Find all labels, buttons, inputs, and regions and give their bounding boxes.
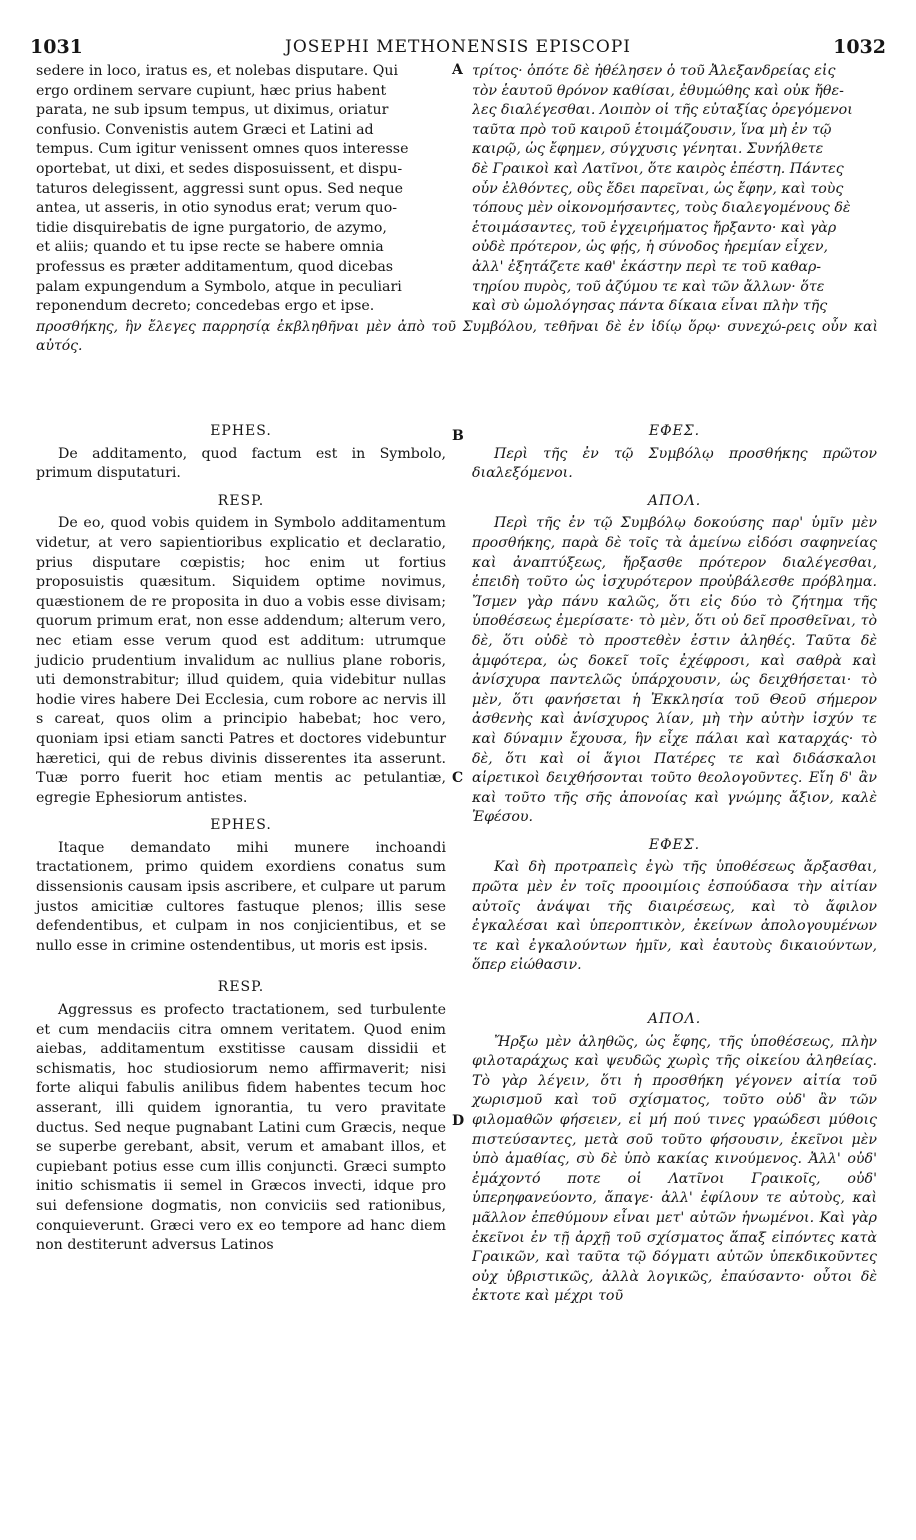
greek-line: τὸν ἑαυτοῦ θρόνον καθίσαι, ἐθυμώθης καὶ οὐκ ἤθε- (472, 82, 844, 99)
latin-line: parata, ne sub ipsum tempus, ut diximus, oriatur (36, 102, 389, 119)
section-heading: RESP. (217, 979, 265, 996)
greek-line: οὖν ἐλθόντες, οὓς ἔδει παρεῖναι, ὡς ἔφην, καὶ τοὺς (472, 180, 844, 197)
paragraph: Itaque demandato mihi munere inchoandi tractationem, primo quidem exordiens conatus sum dissensionis causam ipsis ascribere, et culpare ut parum justos amicitiæ cultores fastuque plenos; illis sese defendentibus, et culpam in nos conjicientibus, et se nullo esse in crimine ostendentibus, ut moris est ipsis. (36, 839, 446, 954)
margin-marker-d: D (452, 1113, 465, 1129)
section-heading: EPHES. (210, 423, 272, 439)
latin-line: tempus. Cum igitur venissent omnes quos interesse (36, 141, 409, 158)
paragraph: Περὶ τῆς ἐν τῷ Συμβόλῳ προσθήκης πρῶτον διαλεξόμενοι. (472, 445, 877, 482)
latin-intro (36, 62, 446, 317)
latin-line: palam expungendum a Symbolo, atque in peculiari (36, 278, 402, 295)
greek-line: λες διαλέγεσθαι. Λοιπὸν οἱ τῆς εὐταξίας ὀρεγόμενοι (472, 102, 853, 119)
greek-full-width-line: προσθήκης, ἣν ἔλεγες παρρησίᾳ ἐκβληθῆναι μὲν ἀπὸ τοῦ Συμβόλου, τεθῆναι δὲ ἐν ἰδίῳ ὅρῳ· συνεχώ-ρεις οὖν καὶ αὐτός. (36, 319, 878, 354)
section-heading: ΑΠΟΛ. (647, 1011, 702, 1028)
latin-line: reponendum decreto; concedebas ergo et ipse. (36, 298, 375, 315)
latin-line: tidie disquirebatis de igne purgatorio, de azymo, (36, 219, 387, 236)
greek-line: ἑτοιμάσαντες, τοῦ ἐγχειρήματος ἤρξαντο· καὶ γὰρ (472, 219, 837, 236)
latin-line: confusio. Convenistis autem Græci et Latini ad (36, 121, 374, 138)
paragraph: Ἤρξω μὲν ἀληθῶς, ὡς ἔφης, τῆς ὑποθέσεως, πλὴν φιλοταράχως καὶ ψευδῶς χωρὶς τῆς οἰκείου ἀληθείας. Τὸ γὰρ λέγειν, ὅτι ἡ προσθήκη γέγονεν αἰτία τοῦ χωρισμοῦ καὶ τοῦ σχίσματος, τοῦτο οὐδ' ἂν τῶν φιλομαθῶν φήσειεν, εἰ μή πού τινες γραώδεσι μύθοις πιστεύσαντες, μετὰ σοῦ τοῦτο φήσουσιν, ἐκεῖνοι μὲν ὑπὸ ἀμαθίας, σὺ δὲ ὑπὸ κακίας κινούμενος. Ἀλλ' οὐδ' ἐμάχοντό ποτε οἱ Λατῖνοι Γραικοῖς, οὐδ' ὑπερηφανεύοντο, ἄπαγε· ἀλλ' ἐφίλουν τε αὐτοὺς, καὶ μᾶλλον ἐπεθύμουν εἶναι μετ' αὐτῶν ἡνωμένοι. Καὶ γὰρ ἐκεῖνοι ἐν τῇ ἀρχῇ τοῦ σχίσματος ἅπαξ εἰπόντες κατὰ Γραικῶν, καὶ ταῦτα τῷ δόγματι αὐτῶν ὑπεκδικοῦντες οὐχ ὑβριστικῶς, ἀλλὰ λογικῶς, ἐπαύσαντο· οὗτοι δὲ ἐκτοτε καὶ μέχρι τοῦ (472, 1033, 877, 1305)
latin-line: et aliis; quando et tu ipse recte se habere omnia (36, 239, 384, 256)
latin-line: taturos delegissent, aggressi sunt opus. Sed neque (36, 180, 404, 197)
section-heading: ΑΠΟΛ. (647, 492, 702, 509)
greek-intro (472, 62, 877, 317)
section-heading: RESP. (217, 492, 265, 509)
margin-marker-c: C (452, 770, 464, 786)
section-heading: ΕΦΕΣ. (648, 836, 701, 853)
page-number-right: 1032 (833, 36, 886, 58)
latin-line: ergo ordinem servare cupiunt, hæc prius habent (36, 82, 387, 99)
paragraph: De additamento, quod factum est in Symbolo, primum disputaturi. (36, 445, 446, 482)
latin-line: oportebat, ut dixi, et sedes disposuissent, et dispu- (36, 160, 403, 177)
margin-marker-a: A (452, 62, 463, 78)
greek-line: τηρίου πυρὸς, τοῦ ἀζύμου τε καὶ τῶν ἄλλων· ὅτε (472, 278, 825, 295)
greek-line: καὶ σὺ ὡμολόγησας πάντα δίκαια εἶναι πλὴν τῆς (472, 298, 828, 315)
paragraph: Aggressus es profecto tractationem, sed turbulente et cum mendaciis citra omnem veritatem. Quod enim aiebas, additamentum exstitisse causam dissidii et schismatis, hoc studiosiorum nemo affirmaverit; nisi forte aliqui fabulis anilibus fidem habentes tecum hoc asserant, illi quidem ignorantia, tu vero pravitate ductus. Sed neque pugnabant Latini cum Græcis, neque se superbe gerebant, absit, verum et amabant illos, et cupiebant potius esse cum illis conjuncti. Græci sumpto initio schismatis ii semel in Græcos invecti, idque pro sui defensione dogmatis, non conviciis sed rationibus, conquieverunt. Græci vero ex eo tempore ad hanc diem non destiterunt adversus Latinos (36, 1002, 446, 1254)
paragraph: Καὶ δὴ προτραπεὶς ἐγὼ τῆς ὑποθέσεως ἄρξασθαι, πρῶτα μὲν ἐν τοῖς προοιμίοις ἐσπούδασα τὴν αἰτίαν αὐτοῖς ἀνάψαι τῆς διαιρέσεως, καὶ τὸ ἄφιλον ἐγκαλέσαι καὶ ὑπεροπτικὸν, ἐκείνων ἀπολογουμένων τε καὶ ἐγκαλούντων ἡμῖν, καὶ ἑαυτοὺς δικαιούντων, ὅπερ εἰώθασιν. (472, 859, 877, 974)
greek-line: ἀλλ' ἐξητάζετε καθ' ἑκάστην περὶ τε τοῦ καθαρ- (472, 258, 822, 275)
greek-line: ταῦτα πρὸ τοῦ καιροῦ ἑτοιμάζουσιν, ἵνα μὴ ἐν τῷ (472, 121, 832, 138)
page-header (30, 36, 886, 62)
latin-body (36, 414, 446, 1256)
greek-line: τόπους μὲν οἰκονομήσαντες, τοὺς διαλεγομένους δὲ (472, 200, 851, 217)
running-title: JOSEPHI METHONENSIS EPISCOPI (285, 37, 631, 57)
greek-line: οὐδὲ πρότερον, ὡς φῄς, ἡ σύνοδος ἠρεμίαν εἶχεν, (472, 239, 828, 256)
greek-body (472, 414, 877, 1307)
latin-line: sedere in loco, iratus es, et nolebas disputare. Qui (36, 63, 399, 79)
greek-line: δὲ Γραικοὶ καὶ Λατῖνοι, ὅτε καιρὸς ἐπέστη. Πάντες (472, 160, 844, 177)
latin-line: professus es præter additamentum, quod dicebas (36, 258, 394, 275)
greek-line: καιρῷ, ὡς ἔφημεν, σύγχυσις γένηται. Συνήλθετε (472, 141, 824, 158)
section-heading: ΕΦΕΣ. (648, 423, 701, 439)
greek-line: τρίτος· ὁπότε δὲ ἠθέλησεν ὁ τοῦ Ἀλεξανδρείας εἰς (472, 63, 836, 79)
margin-marker-b: B (452, 428, 464, 444)
paragraph: De eo, quod vobis quidem in Symbolo additamentum videtur, at vero sapientioribus explicatio et declaratio, prius disputare cœpistis; hoc enim ut fortius proposuistis quæsitum. Siquidem optime novimus, quæstionem de re proposita in duo a vobis esse divisam; quorum primum erat, non esse addendum; alterum vero, nec etiam esse verum quod est additum: utrumque judicio prudentium invalidum ac nullius plane roboris, uti demonstrabitur; illud quidem, quia videbitur nullas hodie vires habere Dei Ecclesia, cum robore ac nervis ill s careat, quos olim a principio habebat; hoc vero, quoniam ipsi etiam sancti Patres et doctores videbuntur hæretici, qui de rebus divinis disserentes ita asserunt. Tuæ porro fuerit hoc etiam mentis ac petulantiæ, egregie Ephesiorum antistes. (36, 515, 446, 806)
section-heading: EPHES. (210, 817, 272, 834)
paragraph: Περὶ τῆς ἐν τῷ Συμβόλῳ δοκούσης παρ' ὑμῖν μὲν προσθήκης, παρὰ δὲ τοῖς τὰ ἀμείνω εἰδόσι σαφηνείας καὶ ἀναπτύξεως, ἤρξασθε πρότερον διαλέγεσθαι, ἐπειδὴ τοῦτο ὡς ἰσχυρότερον προὐβάλεσθε πρόβλημα. Ἴσμεν γὰρ πάνυ καλῶς, ὅτι εἰς δύο τὸ ζήτημα τῆς ὑποθέσεως ἐμερίσατε· τὸ μὲν, ὅτι οὐ δεῖ προσθεῖναι, τὸ δὲ, ὅτι οὐδὲ τὸ προστεθὲν ἐστιν ἀληθές. Ταῦτα δὲ ἀμφότερα, ὡς δοκεῖ τοῖς ἐχέφροσι, καὶ σαθρὰ καὶ ἀνίσχυρα παντελῶς ὑπάρχουσιν, ὡς δειχθήσεται· τὸ μὲν, ὅτι φανήσεται ἡ Ἐκκλησία τοῦ Θεοῦ σήμερον ἀσθενὴς καὶ ἀνίσχυρος λίαν, μὴ τὴν αὐτὴν ἰσχύν τε καὶ δύναμιν ἔχουσα, ἣν εἶχε πάλαι καὶ καταρχάς· τὸ δὲ, ὅτι καὶ οἱ ἅγιοι Πατέρες τε καὶ διδάσκαλοι αἱρετικοὶ δειχθήσονται τοῦτο θεολογοῦντες. Εἴη δ' ἂν καὶ τοῦτο τῆς σῆς ἀπονοίας καὶ γνώμης ἄξιον, καλὲ Ἐφέσου. (472, 515, 877, 826)
latin-line: antea, ut asseris, in otio synodus erat; verum quo- (36, 200, 398, 217)
page-number-left: 1031 (30, 36, 83, 58)
